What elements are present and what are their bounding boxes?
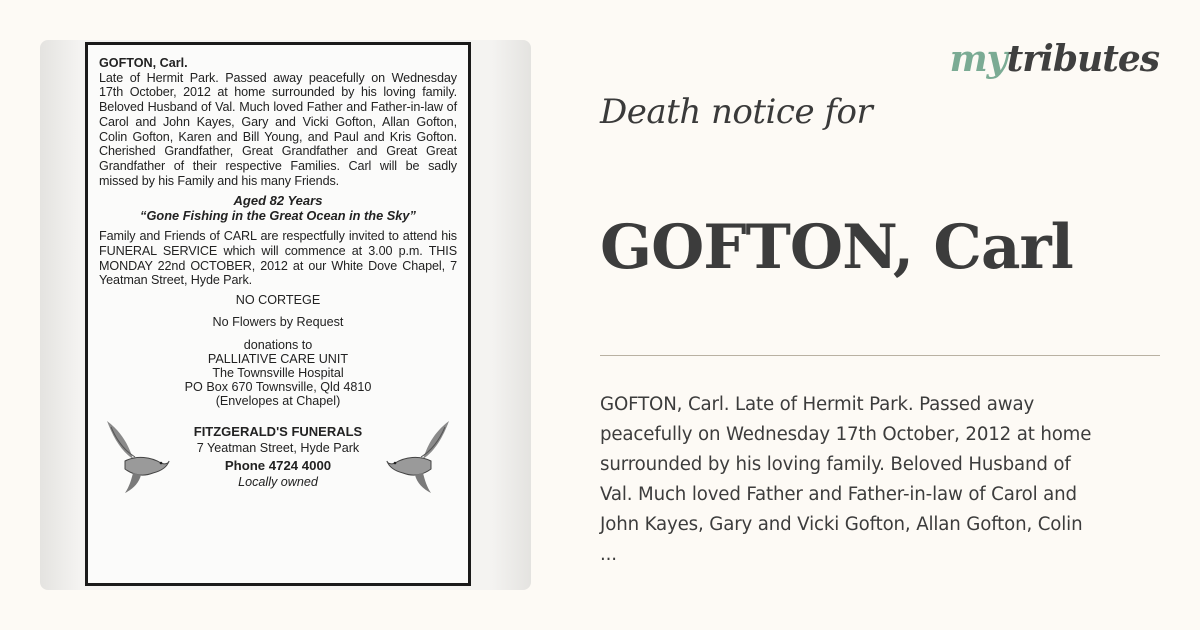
page-title: GOFTON, Carl xyxy=(600,212,1073,283)
logo-my: my xyxy=(949,38,1007,80)
mytributes-logo[interactable] xyxy=(950,38,1159,80)
notice-scan-image xyxy=(40,40,531,590)
dove-icon xyxy=(103,417,171,497)
notice-excerpt xyxy=(600,390,1165,570)
funeral-home-name: FITZGERALD'S FUNERALS xyxy=(193,423,363,439)
notice-donations xyxy=(99,338,457,409)
funeral-home-address: 7 Yeatman Street, Hyde Park xyxy=(196,440,360,455)
funeral-home-phone: Phone 4724 4000 xyxy=(224,457,332,473)
dove-icon xyxy=(385,417,453,497)
notice-service: Family and Friends of CARL are respectfully invited to attend his FUNERAL SERVICE which will commence at 3.00 p.m. THIS MONDAY 22nd OCTOBER, 2012 at our White Dove Chapel, 7 Yeatman Street, Hyde Park. xyxy=(99,229,457,288)
donations-line: donations to xyxy=(243,337,313,352)
donations-line: PALLIATIVE CARE UNIT xyxy=(207,351,349,366)
excerpt-line: John Kayes, Gary and Vicki Gofton, Allan Gofton, Colin xyxy=(600,514,1083,535)
donations-line: PO Box 670 Townsville, Qld 4810 xyxy=(184,380,372,395)
funeral-home-block xyxy=(99,423,457,513)
excerpt-line: Val. Much loved Father and Father-in-law of Carol and xyxy=(600,484,1077,505)
notice-age: Aged 82 Years xyxy=(233,193,323,209)
excerpt-line: GOFTON, Carl. Late of Hermit Park. Passed away xyxy=(600,394,1035,415)
page-subtitle: Death notice for xyxy=(600,92,873,132)
excerpt-line: surrounded by his loving family. Beloved Husband of xyxy=(600,454,1071,475)
death-notice-clipping xyxy=(85,42,471,586)
notice-body: Late of Hermit Park. Passed away peacefully on Wednesday 17th October, 2012 at home surrounded by his loving family. Beloved Husband of Val. Much loved Father and Father-in-law of Carol and John Kayes, Gary and Vicki Gofton, Allan Gofton, Colin Gofton, Karen and Bill Young, and Paul and Kris Gofton. Cherished Grandfather, Great Grandfather and Great Great Grandfather of their respective Families. Carl will be sadly missed by his Family and his many Friends. xyxy=(99,70,457,188)
notice-cortege: NO CORTEGE xyxy=(235,293,321,308)
notice-flowers: No Flowers by Request xyxy=(212,314,344,329)
donations-line: (Envelopes at Chapel) xyxy=(215,394,341,409)
logo-tributes: tributes xyxy=(1006,38,1159,80)
excerpt-line: peacefully on Wednesday 17th October, 2012 at home xyxy=(600,424,1092,445)
funeral-home-tagline: Locally owned xyxy=(238,474,318,489)
notice-name: GOFTON, Carl. xyxy=(99,56,188,70)
excerpt-ellipsis: ... xyxy=(600,544,617,565)
donations-line: The Townsville Hospital xyxy=(212,365,344,380)
notice-quote: “Gone Fishing in the Great Ocean in the Sky” xyxy=(140,208,416,224)
divider xyxy=(600,355,1160,356)
